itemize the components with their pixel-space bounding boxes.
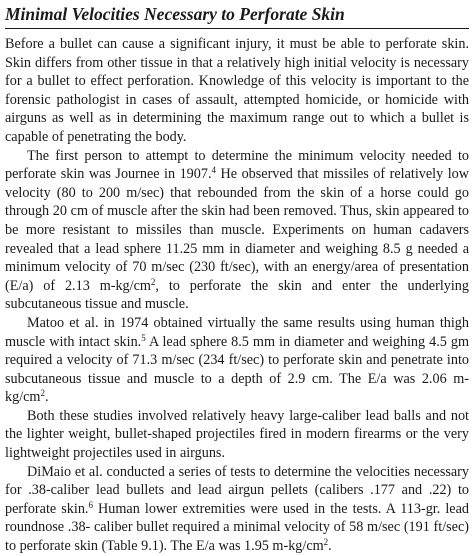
paragraph-text: DiMaio et al. conducted a series of tests to determine the velocities necessary for .38-caliber lead bullets and lead airgun pellets (calibers .177 and .22) to perforate skin. [5, 463, 469, 517]
paragraph-text: A lead sphere 8.5 mm in diameter and weighing 4.5 gm required a velocity of 71.3 m/sec (234 ft/sec) to perforate skin and penetrate into subcutaneous tissue and muscle to a depth of 2.9 cm. The E/a was 2.06 m-kg/cm [5, 333, 469, 406]
section-heading: Minimal Velocities Necessary to Perforate Skin [5, 4, 345, 24]
heading-rule [5, 28, 469, 29]
unit-exponent: 2 [150, 276, 156, 287]
paragraph-text: The first person to attempt to determine the minimum velocity needed to perforate skin was Journee in 1907. [5, 147, 469, 183]
paragraph-text: . [44, 389, 49, 406]
document-page [5, 2, 469, 556]
paragraph-text: , to perforate the skin and enter the underlying subcutaneous tissue and muscle. [5, 277, 469, 313]
citation-ref: 6 [88, 499, 93, 510]
paragraph-matoo [5, 314, 469, 407]
paragraph-text: Matoo et al. in 1974 obtained virtually the same results using human thigh muscle with intact skin. [5, 314, 469, 350]
unit-exponent: 2 [323, 537, 329, 548]
citation-ref: 5 [141, 332, 146, 343]
citation-ref: 4 [211, 165, 217, 176]
paragraph-text: Human lower extremities were used in the tests. A 113-gr. lead roundnose .38- caliber bullet required a minimal velocity of 58 m/sec (191 ft/sec) to perforate skin (Table 9.1). The E/a was 1.95 m-kg/cm [5, 500, 469, 555]
paragraph-text: He observed that missiles of relatively low velocity (80 to 200 m/sec) that rebounded from the skin of a horse could go through 20 cm of muscle after the skin had been removed. Thus, skin appeared to be more resistant to missiles than muscle. Experiments on human cadavers revealed that a lead sphere 11.25 mm in diameter and weighing 8.5 g needed a minimum velocity of 70 m/sec (230 ft/sec), with an energy/area of presentation (E/a) of 2.13 m-kg/cm [5, 166, 469, 294]
paragraph-both-studies: Both these studies involved relatively heavy large-caliber lead balls and not the lighter weight, bullet-shaped projectiles fired in modern firearms or the very lightweight projectiles used in airguns. [5, 407, 469, 462]
paragraph-dimaio [5, 463, 469, 556]
paragraph-intro: Before a bullet can cause a significant injury, it must be able to perforate skin. Skin differs from other tissue in that a relatively high initial velocity is necessary for a bullet to effect perforation. Knowledge of this velocity is important to the forensic pathologist in cases of assault, attempted homicide, or homicide with airguns as well as in determining the maximum range out to which a bullet is capable of penetrating the body. [5, 36, 469, 145]
unit-exponent: 2 [40, 388, 45, 399]
paragraph-journee [5, 147, 469, 314]
paragraph-text: . [328, 538, 332, 555]
